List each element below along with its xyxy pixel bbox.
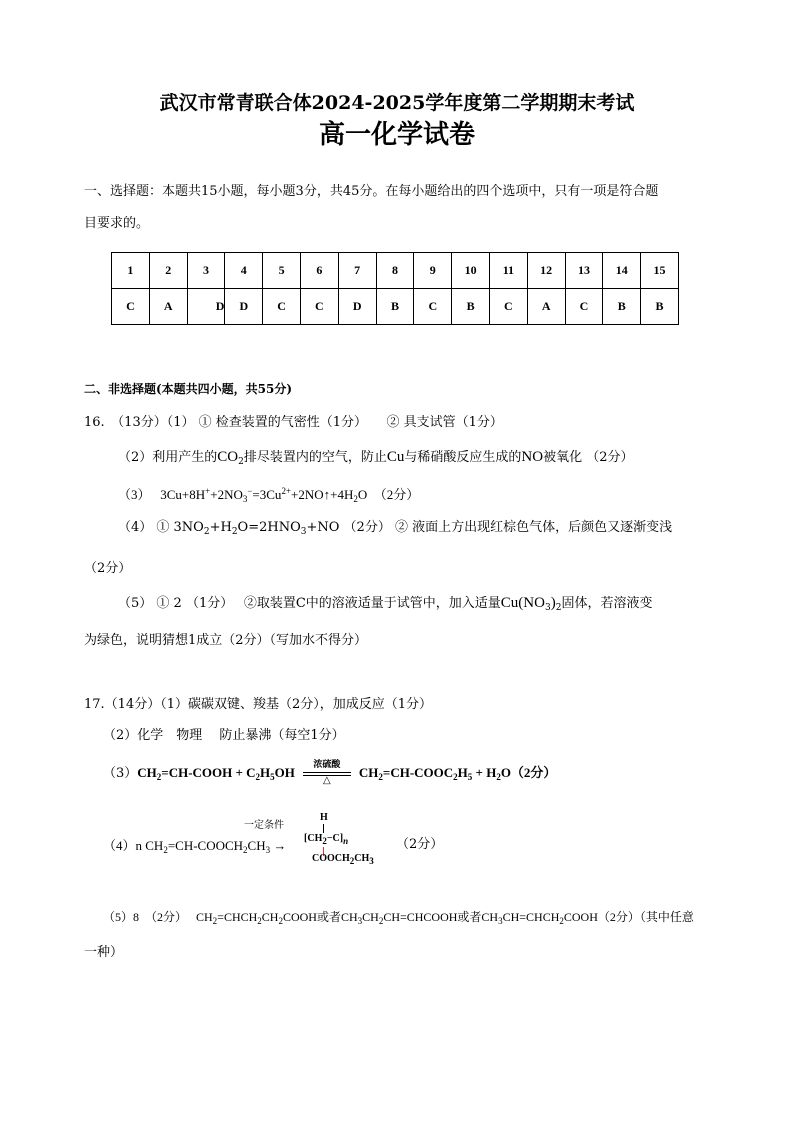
bracket-left: [	[304, 833, 308, 844]
text-segment: 2	[257, 916, 262, 926]
text-segment: （2）利用产生的	[118, 450, 218, 465]
question-number: 6	[300, 253, 338, 289]
text-segment: H	[457, 765, 468, 780]
text-segment: =CHCH	[217, 910, 258, 924]
text-segment: →	[270, 838, 287, 853]
text-segment: 5	[270, 772, 275, 782]
answer-row	[112, 289, 679, 325]
text-segment: =CH-COOC	[382, 765, 454, 780]
text-segment: （4）n CH	[103, 838, 164, 853]
question-number: 5	[263, 253, 301, 289]
heat-symbol: △	[323, 774, 331, 786]
question-number: 8	[376, 253, 414, 289]
section2-heading: 二、非选择题(本题共四小题，共55分)	[84, 382, 293, 396]
catalyst-label: 浓硫酸	[313, 759, 341, 770]
answer-cell: A	[149, 289, 187, 325]
answer-cell: C	[263, 289, 301, 325]
text-segment: CH	[137, 765, 157, 780]
text-segment: 3	[544, 603, 551, 613]
reversible-arrow	[303, 759, 351, 786]
question-number: 7	[338, 253, 376, 289]
text-segment: 2	[349, 856, 355, 866]
question-number: 9	[414, 253, 452, 289]
question-number: 4	[225, 253, 263, 289]
text-segment: Cu(NO	[500, 595, 545, 611]
text-segment: 2	[496, 772, 501, 782]
bracket-right: ]	[339, 833, 344, 844]
section1-intro-cont: 目要求的。	[84, 216, 150, 231]
text-segment: （3） 3Cu+8H	[118, 487, 206, 502]
text-segment: CH	[261, 910, 279, 924]
degree-n: n	[343, 836, 349, 846]
text-segment: CH	[358, 765, 379, 780]
text-segment: NO	[521, 449, 544, 465]
polymerization-condition: 一定条件	[244, 820, 284, 831]
exam-subtitle: 高一化学试卷	[318, 120, 475, 150]
text-segment: 5	[467, 772, 473, 782]
text-segment: 被氧化 （2分）	[543, 450, 634, 465]
text-segment: CH	[354, 853, 370, 864]
text-segment: 2	[353, 494, 358, 504]
q17-line4-score: （2分）	[396, 837, 444, 852]
q17-line3-prefix: （3）	[103, 766, 138, 781]
text-segment: + H	[472, 765, 497, 780]
text-segment: 2	[378, 772, 383, 782]
arrow-line	[303, 772, 351, 773]
polymer-side-group	[312, 853, 374, 866]
text-segment: 2	[453, 772, 458, 782]
question-number: 12	[527, 253, 565, 289]
answer-cell: B	[641, 289, 679, 325]
answer-cell: D	[225, 289, 263, 325]
q17-line1: 17.（14分）（1）碳碳双键、羧基（2分），加成反应（1分）	[84, 697, 433, 712]
text-segment: H	[260, 765, 271, 780]
q16-line4-cont: （2分）	[84, 561, 132, 576]
answer-table	[111, 252, 679, 325]
text-segment: COOH（2分）（其中任意	[563, 910, 694, 924]
question-number: 15	[641, 253, 679, 289]
text-segment: 2	[231, 527, 238, 537]
q17-line3	[103, 759, 557, 786]
text-segment: 3	[242, 494, 248, 504]
answer-cell: C	[112, 289, 150, 325]
text-segment: +H	[209, 520, 232, 535]
polymer-h: H	[320, 812, 328, 823]
text-segment: 3	[357, 916, 363, 926]
text-segment: =CH-COOCH	[167, 838, 244, 853]
text-segment: +	[205, 486, 211, 496]
answer-cell: C	[414, 289, 452, 325]
text-segment: 2	[559, 916, 564, 926]
text-segment: 3	[369, 856, 374, 866]
question-number: 3	[187, 253, 225, 289]
text-segment: 2	[156, 772, 162, 782]
question-number: 1	[112, 253, 150, 289]
text-segment: CH=CHCOOH或者CH	[383, 910, 499, 924]
text-segment: =3Cu	[252, 487, 282, 502]
question-number: 2	[149, 253, 187, 289]
esterification-reactants	[137, 765, 295, 780]
text-segment: CH	[247, 838, 266, 853]
question-number: 11	[489, 253, 527, 289]
text-segment: +NO （2分） ② 液面上方出现红棕色气体，后颜色又逐渐变浅	[306, 520, 673, 535]
text-segment: 2	[278, 916, 283, 926]
text-segment: =CH-COOH + C	[161, 765, 256, 780]
q16-line2	[118, 446, 633, 467]
answer-cell: A	[527, 289, 565, 325]
text-segment: 2	[243, 845, 248, 855]
q16-line1: 16. （13分）（1） ① 检查装置的气密性（1分） ② 具支试管（1分）	[84, 415, 503, 430]
text-segment: （4） ① 3NO	[118, 520, 204, 535]
text-segment: −	[247, 486, 253, 496]
q17-line5	[103, 908, 694, 926]
text-segment: 2	[203, 527, 210, 537]
text-segment: CH	[307, 833, 323, 844]
text-segment: CH	[362, 910, 379, 924]
text-segment: 2	[378, 916, 384, 926]
q16-line5-cont: 为绿色，说明猜想1成立（2分）（写加水不得分）	[84, 633, 368, 648]
text-segment: 2	[555, 603, 562, 613]
text-segment: 2	[322, 836, 327, 846]
answer-cell: D	[187, 289, 225, 325]
text-segment: 3	[300, 527, 307, 537]
text-segment: 与稀硝酸反应生成的	[404, 450, 522, 465]
q16-line3	[118, 484, 419, 504]
text-segment: CO	[217, 449, 239, 465]
question-number: 14	[603, 253, 641, 289]
question-number: 13	[565, 253, 603, 289]
polymer-repeat-unit	[307, 833, 339, 844]
text-segment: O （2分）	[357, 487, 420, 502]
question-number: 10	[452, 253, 490, 289]
text-segment: 3	[265, 845, 271, 855]
text-segment: O（2分）	[500, 765, 557, 780]
section1-intro: 一、选择题：本题共15小题，每小题3分，共45分。在每小题给出的四个选项中，只有一项是符合题	[84, 184, 659, 199]
esterification-products	[359, 765, 557, 780]
text-segment: +2NO	[210, 487, 243, 502]
polymer-chain	[304, 833, 348, 846]
answer-cell: D	[338, 289, 376, 325]
answer-cell: C	[489, 289, 527, 325]
text-segment: 2	[163, 845, 168, 855]
text-segment: 2+	[281, 486, 292, 496]
text-segment: 排尽装置内的空气，防止	[243, 450, 387, 465]
text-segment: Cu	[386, 449, 405, 465]
q16-line4	[118, 516, 672, 537]
q17-line4	[103, 835, 286, 855]
text-segment: （5）8 （2分） CH	[103, 910, 213, 924]
answer-cell: B	[603, 289, 641, 325]
q17-line2: （2）化学 物理 防止暴沸（每空1分）	[103, 728, 345, 743]
text-segment: 2	[212, 916, 218, 926]
text-segment: 2	[238, 457, 244, 467]
text-segment: 3	[498, 916, 503, 926]
question-number-row	[112, 253, 679, 289]
text-segment: 固体，若溶液变	[561, 596, 653, 611]
text-segment: CH=CHCH	[502, 910, 560, 924]
text-segment: COOH或者CH	[282, 910, 358, 924]
text-segment: （5） ① 2 （1分） ②取装置C中的溶液适量于试管中，加入适量	[118, 596, 501, 611]
text-segment: +2NO↑+4H	[291, 487, 354, 502]
answer-cell: B	[376, 289, 414, 325]
q16-line5	[118, 592, 652, 613]
q17-line5-cont: 一种）	[84, 945, 124, 960]
text-segment: −C	[326, 833, 340, 844]
answer-cell: C	[300, 289, 338, 325]
answer-cell: C	[565, 289, 603, 325]
bond-line	[323, 824, 324, 833]
text-segment: O=2HNO	[237, 520, 301, 535]
text-segment: COOCH	[312, 853, 350, 864]
text-segment: OH	[274, 765, 295, 780]
exam-title: 武汉市常青联合体2024-2025学年度第二学期期末考试	[159, 92, 635, 114]
text-segment: )	[550, 595, 556, 611]
answer-cell: B	[452, 289, 490, 325]
text-segment: 2	[255, 772, 261, 782]
